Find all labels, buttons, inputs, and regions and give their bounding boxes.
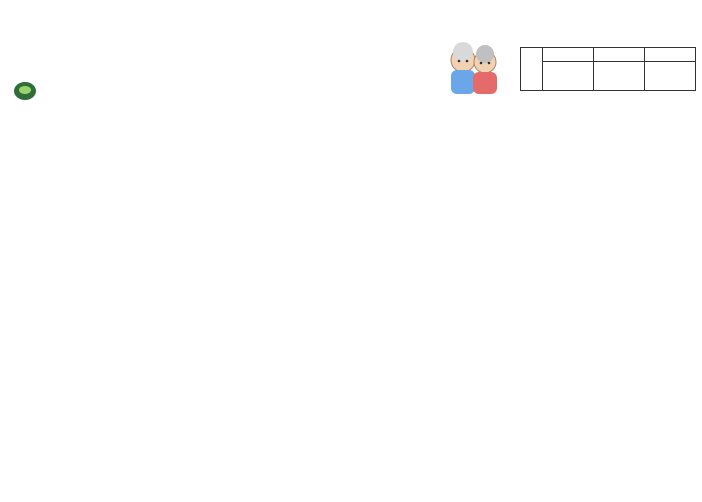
weekly-menu-table: [12, 106, 688, 479]
approval-role: [594, 48, 645, 62]
approval-sign-box: [594, 62, 645, 91]
approval-role: [543, 48, 594, 62]
elderly-couple-illustration-icon: [443, 40, 503, 98]
approval-label: [521, 48, 543, 91]
approval-sign-box: [645, 62, 696, 91]
approval-sign-box: [543, 62, 594, 91]
header: [0, 0, 702, 105]
approval-table: [520, 47, 696, 91]
facility-logo: [14, 80, 134, 102]
approval-role: [645, 48, 696, 62]
logo-mark-icon: [14, 82, 36, 100]
